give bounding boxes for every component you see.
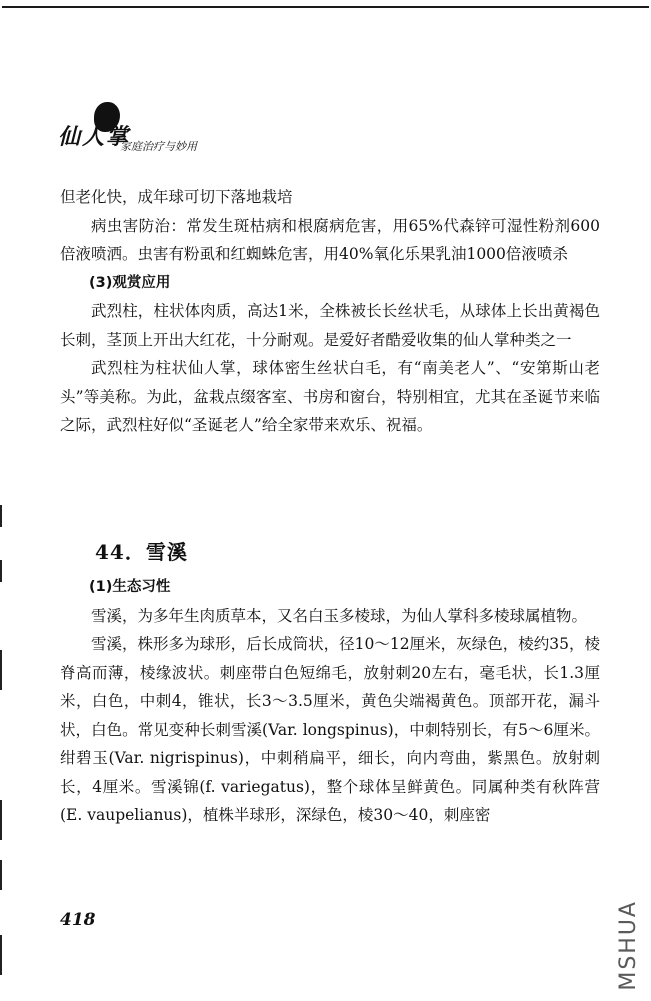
paragraph: 武烈柱为柱状仙人掌，球体密生丝状白毛，有“南美老人”、“安第斯山老头”等美称。为此，盆栽点缀客室、书房和窗台，特别相宜，尤其在圣诞节来临之际，武烈柱好似“圣诞老人”给全家带来欢乐、祝福。: [60, 359, 600, 434]
scan-mark: [0, 505, 2, 527]
text-block-upper: [60, 183, 600, 440]
paragraph: 但老化快，成年球可切下落地栽培: [60, 188, 293, 206]
paragraph: 雪溪，株形多为球形，后长成筒状，径10～12厘米，灰绿色，棱约35，棱脊高而薄，棱缘波状。刺座带白色短绵毛，放射刺20左右，毫毛状，长1.3厘米，白色，中刺4，锥状，长3～3.5厘米，黄色尖端褐黄色。顶部开花，漏斗状，白色。常见变种长刺雪溪(Var. longspinus)，中刺特别长，有5～6厘米。绀碧玉(Var. nigrispinus)，中刺稍扁平，细长，向内弯曲，紫黑色。放射刺长，4厘米。雪溪锦(f. variegatus)，整个球体呈鲜黄色。同属种类有秋阵营(E. vaupelianus)，植株半球形，深绿色，棱30～40，刺座密: [60, 635, 600, 824]
page-number: 418: [60, 910, 96, 930]
paragraph: 武烈柱，柱状体肉质，高达1米，全株被长长丝状毛，从球体上长出黄褐色长刺，茎顶上开出大红花，十分耐观。是爱好者酷爱收集的仙人掌种类之一: [60, 302, 600, 349]
scan-mark: [0, 935, 2, 975]
logo-subtitle: 家庭治疗与妙用: [120, 140, 197, 153]
subheading: (1)生态习性: [89, 579, 171, 595]
header-logo: [58, 98, 238, 158]
section-title: 44．雪溪: [95, 540, 188, 564]
scan-mark: [0, 800, 2, 840]
subheading: (3)观赏应用: [89, 274, 171, 291]
logo-title: 仙人掌: [58, 124, 131, 150]
scan-mark: [0, 560, 2, 582]
paragraph: 病虫害防治：常发生斑枯病和根腐病危害，用65%代森锌可湿性粉剂600倍液喷洒。虫害有粉虱和红蜘蛛危害，用40%氧化乐果乳油1000倍液喷杀: [60, 216, 600, 263]
top-rule: [2, 6, 649, 8]
paragraph: 雪溪，为多年生肉质草本，又名白玉多棱球，为仙人掌科多棱球属植物。: [91, 606, 588, 625]
scan-mark: [0, 650, 2, 690]
text-block-lower: [60, 573, 600, 830]
scan-mark: [0, 860, 2, 890]
watermark: MSHUA: [616, 900, 641, 991]
